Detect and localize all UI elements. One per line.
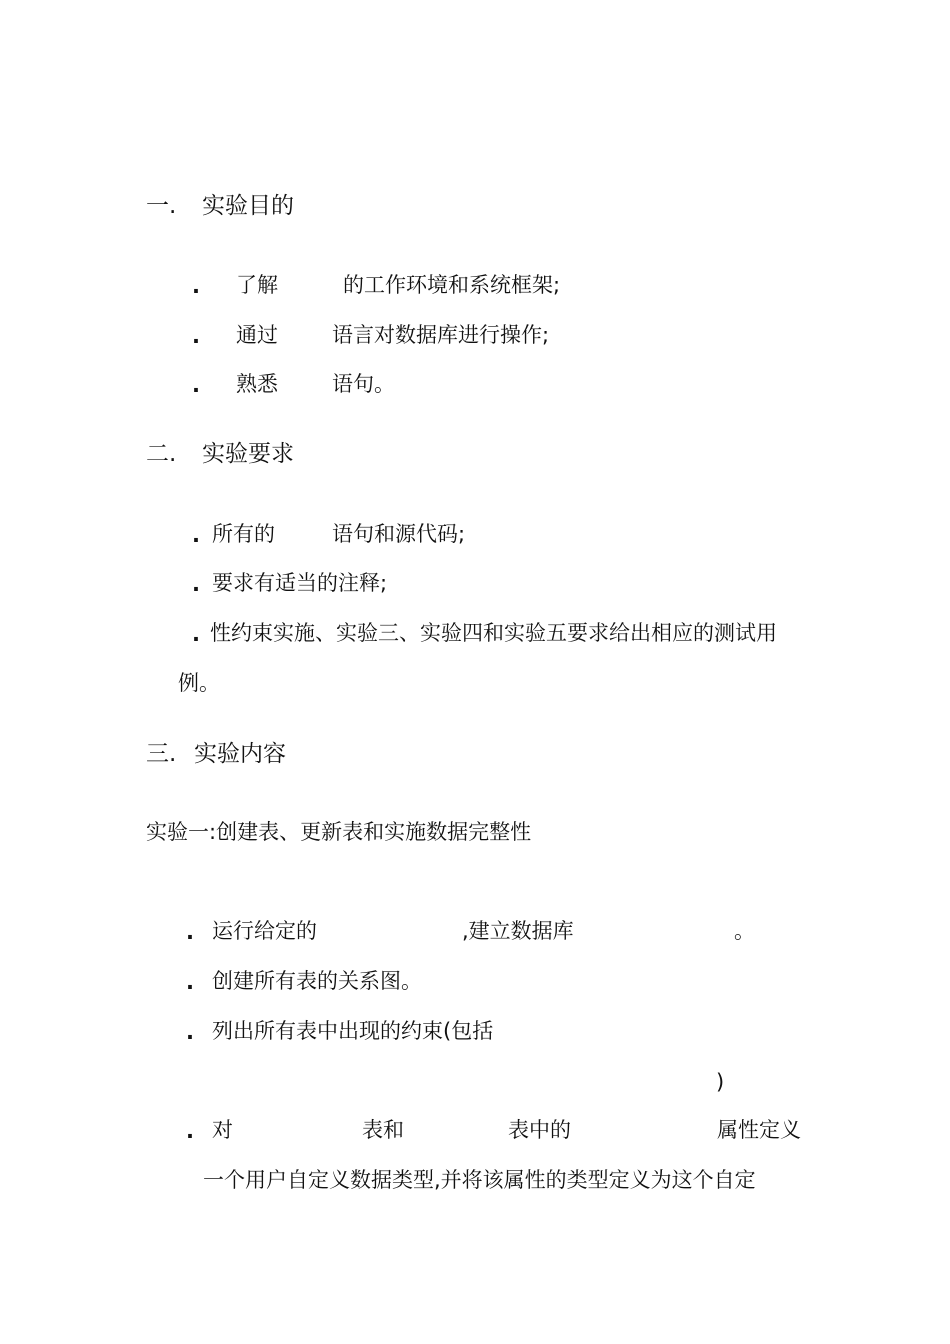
section-heading: 实验内容: [194, 741, 286, 767]
list-item-continuation: ): [716, 1070, 725, 1094]
list-bullet: .: [186, 920, 194, 944]
list-item-text: 通过: [236, 323, 278, 347]
list-item-text: 对: [212, 1118, 233, 1142]
section-heading: 实验要求: [202, 441, 294, 467]
list-item-text: 列出所有表中出现的约束(包括: [212, 1019, 494, 1043]
list-bullet: .: [192, 572, 200, 596]
list-item-text: 语句。: [332, 372, 395, 396]
list-bullet: .: [186, 1020, 194, 1044]
list-bullet: .: [186, 1119, 194, 1143]
list-item-text: 语言对数据库进行操作;: [332, 323, 550, 347]
list-bullet: .: [192, 523, 200, 547]
section-number: 三.: [146, 741, 177, 767]
list-item-text: 熟悉: [236, 372, 278, 396]
list-bullet: .: [192, 324, 200, 348]
list-item-text: 。: [734, 919, 755, 943]
list-item-continuation: 一个用户自定义数据类型,并将该属性的类型定义为这个自定: [203, 1168, 756, 1192]
section-heading: 实验目的: [202, 193, 294, 219]
list-bullet: .: [192, 373, 200, 397]
list-item-text: 语句和源代码;: [332, 522, 466, 546]
list-item-text: 性约束实施、实验三、实验四和实验五要求给出相应的测试用: [210, 621, 777, 645]
list-item-text: 所有的: [212, 522, 275, 546]
list-bullet: .: [192, 274, 200, 298]
list-item-text: 要求有适当的注释;: [212, 571, 388, 595]
section-number: 一.: [146, 193, 177, 219]
list-item-text: 了解: [236, 273, 278, 297]
list-item-text: 的工作环境和系统框架;: [343, 273, 561, 297]
list-bullet: .: [192, 622, 200, 646]
list-item-text: 表和: [362, 1118, 404, 1142]
list-item-text: 属性定义: [717, 1118, 801, 1142]
list-bullet: .: [186, 970, 194, 994]
list-item-text: 创建所有表的关系图。: [212, 969, 422, 993]
experiment-title: 实验一:创建表、更新表和实施数据完整性: [146, 820, 532, 844]
section-number: 二.: [146, 441, 177, 467]
list-item-text: ,建立数据库: [462, 919, 574, 943]
list-item-text: 运行给定的: [212, 919, 317, 943]
list-item-text: 表中的: [508, 1118, 571, 1142]
list-item-continuation: 例。: [178, 671, 220, 695]
